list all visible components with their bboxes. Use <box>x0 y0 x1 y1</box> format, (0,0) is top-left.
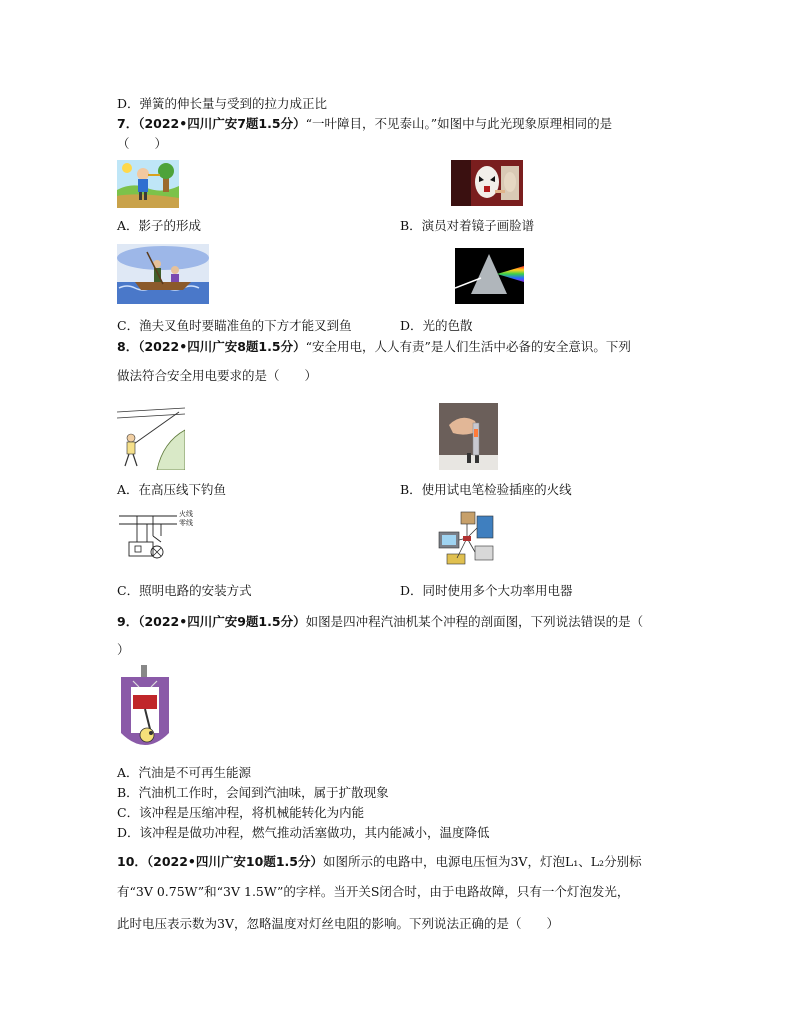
q8-option-d: D．同时使用多个大功率用电器 <box>400 583 573 598</box>
q7-image-fisherman <box>117 244 209 304</box>
q9-option-a: A．汽油是不可再生能源 <box>117 765 252 780</box>
q9-option-c: C．该冲程是压缩冲程，将机械能转化为内能 <box>117 805 365 820</box>
q9-option-b: B．汽油机工作时，会闻到汽油味，属于扩散现象 <box>117 785 389 800</box>
q7-option-d: D．光的色散 <box>400 318 473 333</box>
q10-header: 10．（2022•四川广安10题1.5分） <box>117 854 323 869</box>
q10-line3: 此时电压表示数为3V，忽略温度对灯丝电阻的影响。下列说法正确的是（ ） <box>117 916 559 931</box>
q8-option-b: B．使用试电笔检验插座的火线 <box>400 482 572 497</box>
q7-header: 7．（2022•四川广安7题1.5分） <box>117 116 306 131</box>
q7-option-b: B．演员对着镜子画脸谱 <box>400 218 535 233</box>
q9-header: 9．（2022•四川广安9题1.5分） <box>117 614 306 629</box>
q7-stem <box>117 116 612 132</box>
q7-stem-text: “一叶障目，不见泰山。”如图中与此光现象原理相同的是 <box>305 116 613 131</box>
q9-stem-text: 如图是四冲程汽油机某个冲程的剖面图，下列说法错误的是（ <box>305 614 644 629</box>
q10-line1: 如图所示的电路中，电源电压恒为3V，灯泡L₁、L₂分别标 <box>322 854 642 869</box>
q8-image-appliances <box>437 508 497 570</box>
q7-image-mirror-makeup <box>451 160 523 206</box>
q8-stem-line2: 做法符合安全用电要求的是（ ） <box>117 368 318 383</box>
q8-option-c: C．照明电路的安装方式 <box>117 583 252 598</box>
q7-paren: （ ） <box>117 136 168 151</box>
q8-image-fishing-power-line <box>117 406 185 470</box>
q9-option-d: D．该冲程是做功冲程，燃气推动活塞做功，其内能减小，温度降低 <box>117 825 490 840</box>
q7-option-a: A．影子的形成 <box>117 218 202 233</box>
q9-stem-line2: ） <box>117 642 130 657</box>
q9-image-engine-cross-section <box>117 665 173 751</box>
q8-stem <box>117 339 631 355</box>
q7-image-shadow <box>117 160 179 208</box>
q7-image-prism <box>455 248 524 304</box>
q8-stem-text: “安全用电，人人有责”是人们生活中必备的安全意识。下列 <box>305 339 631 354</box>
live-wire-label: 火线 <box>179 510 193 518</box>
q9-stem <box>117 614 643 630</box>
q8-image-lighting-circuit <box>117 508 197 570</box>
q10-line2: 有“3V 0.75W”和“3V 1.5W”的字样。当开关S闭合时，由于电路故障，只有一个灯泡发光， <box>117 884 630 899</box>
q8-header: 8．（2022•四川广安8题1.5分） <box>117 339 306 354</box>
q10-stem <box>117 854 642 870</box>
q8-option-a: A．在高压线下钓鱼 <box>117 482 227 497</box>
q7-option-c: C．渔夫叉鱼时要瞄准鱼的下方才能叉到鱼 <box>117 318 352 333</box>
neutral-wire-label: 零线 <box>179 519 193 527</box>
prev-option-d: D．弹簧的伸长量与受到的拉力成正比 <box>117 96 328 111</box>
q8-image-test-pen <box>439 403 498 470</box>
